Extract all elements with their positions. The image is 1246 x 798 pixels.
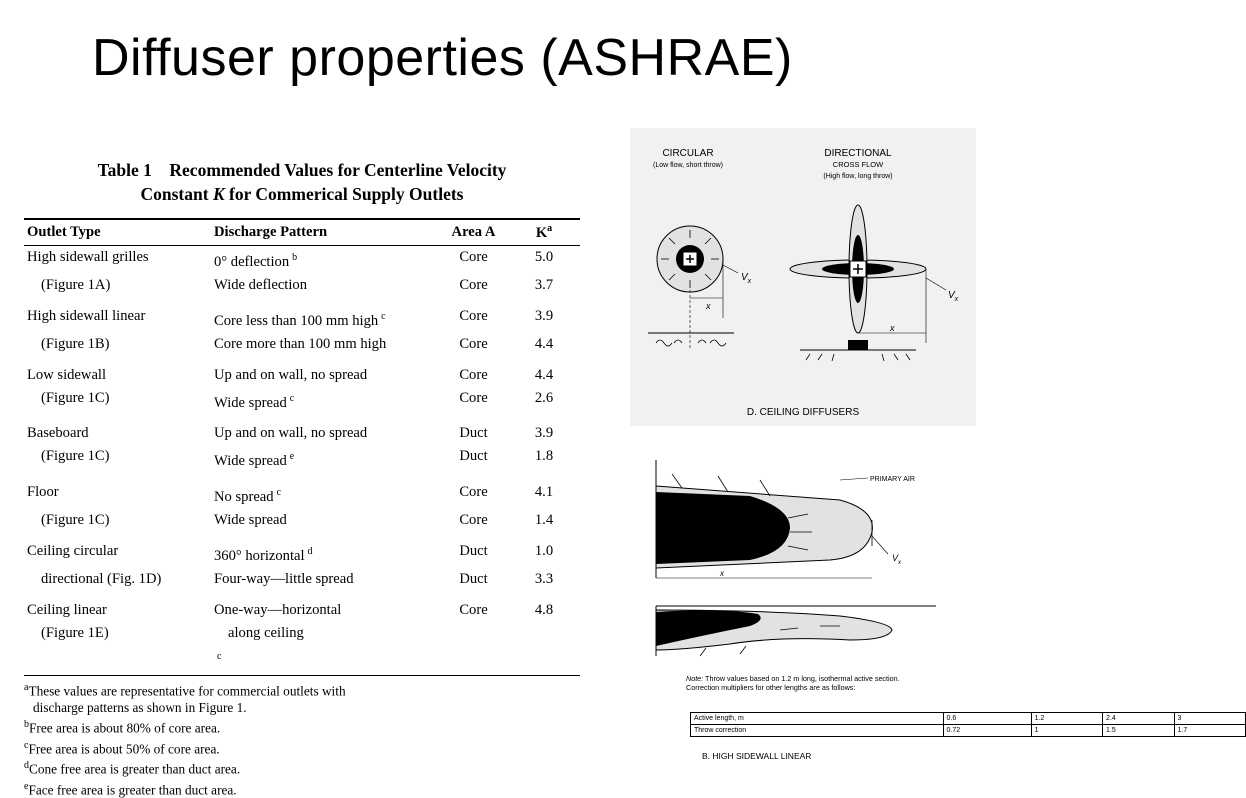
k-value-cell — [507, 333, 580, 356]
discharge-pattern-cell-text: 0° deflection — [214, 253, 290, 270]
circular-vx-label — [741, 272, 752, 285]
vx-sub: x — [747, 278, 752, 285]
correction-row — [691, 713, 1246, 725]
table-row — [24, 274, 580, 297]
footnote-marker: c — [24, 739, 29, 751]
outlet-type-cell-text: High sidewall linear — [27, 307, 146, 324]
discharge-pattern-cell-text: Wide spread — [214, 453, 287, 470]
linear-vx-label — [892, 553, 902, 566]
footnote-marker: c — [381, 310, 386, 322]
correction-row-label: Throw correction — [691, 725, 944, 737]
high-sidewall-linear-caption: B. HIGH SIDEWALL LINEAR — [702, 751, 812, 761]
discharge-pattern-cell-text: Up and on wall, no spread — [214, 425, 368, 442]
k-value-cell-text: 4.4 — [534, 335, 554, 352]
correction-value: 1.7 — [1174, 725, 1246, 737]
area-cell — [439, 387, 507, 415]
table-caption-line2 — [24, 182, 580, 206]
outlet-type-cell-text: (Figure 1A) — [41, 276, 111, 293]
table-footnote — [24, 699, 580, 716]
circular-diffuser-icon — [648, 226, 752, 348]
correction-row-label: Active length, m — [691, 713, 944, 725]
footnote-marker: e — [24, 780, 29, 792]
area-cell — [439, 414, 507, 445]
correction-value: 1.2 — [1031, 713, 1102, 725]
k-value-cell-text: 5.0 — [534, 248, 554, 265]
directional-sub1: CROSS FLOW — [832, 160, 884, 169]
area-cell-text: Core — [459, 389, 488, 406]
outlet-type-cell-text: Ceiling linear — [27, 602, 107, 619]
k-value-cell-text: 1.8 — [534, 448, 554, 465]
table-row — [24, 568, 580, 591]
footnote-marker: d — [24, 760, 29, 772]
outlet-type-cell — [24, 622, 211, 675]
vx-text: V — [892, 553, 899, 563]
outlet-type-cell-text: Ceiling circular — [27, 543, 119, 560]
correction-value: 1.5 — [1103, 725, 1174, 737]
k-value-cell — [507, 622, 580, 675]
k-value-cell — [507, 414, 580, 445]
table-row — [24, 622, 580, 675]
area-cell-text: Core — [459, 366, 488, 383]
discharge-pattern-cell — [211, 356, 439, 387]
table-row — [24, 473, 580, 509]
directional-vx-label — [948, 290, 959, 303]
note-label: Note: — [686, 674, 704, 683]
footnote-marker: a — [24, 681, 29, 693]
k-value-cell — [507, 387, 580, 415]
area-cell-text: Core — [459, 335, 488, 352]
footnote-marker: b — [24, 719, 29, 731]
discharge-pattern-cell — [211, 245, 439, 273]
table-row — [24, 509, 580, 532]
k-value-cell — [507, 473, 580, 509]
discharge-pattern-cell — [211, 473, 439, 509]
circular-subtitle: (Low flow, short throw) — [652, 162, 724, 169]
outlet-type-cell-text: (Figure 1C) — [41, 389, 110, 406]
discharge-pattern-cell-text: Wide spread — [214, 512, 287, 529]
header-outlet-type: Outlet Type — [24, 219, 211, 245]
area-cell — [439, 568, 507, 591]
area-cell — [439, 274, 507, 297]
table-notes — [24, 679, 580, 798]
directional-title: DIRECTIONAL — [824, 148, 892, 159]
discharge-pattern-cell — [211, 509, 439, 532]
discharge-pattern-cell — [211, 387, 439, 415]
header-area: Area A — [439, 219, 507, 245]
table-row — [24, 591, 580, 622]
circular-title: CIRCULAR — [662, 148, 714, 159]
header-k — [507, 219, 580, 245]
outlet-type-cell-text: (Figure 1C) — [41, 448, 110, 465]
footnote-marker: b — [292, 251, 298, 263]
directional-sub2: (High flow, long throw) — [823, 173, 893, 180]
caption-text: Constant — [140, 184, 213, 204]
table-body — [24, 245, 580, 675]
discharge-pattern-cell — [211, 568, 439, 591]
k-value-cell-text: 2.6 — [534, 389, 554, 406]
area-cell — [439, 297, 507, 333]
area-cell-text: Core — [459, 248, 488, 265]
caption-text: for Commerical Supply Outlets — [224, 184, 464, 204]
k-value-cell — [507, 245, 580, 273]
throw-note — [686, 674, 900, 692]
correction-value: 0.6 — [943, 713, 1031, 725]
outlet-type-cell — [24, 245, 211, 273]
outlet-type-cell — [24, 568, 211, 591]
discharge-pattern-cell — [211, 333, 439, 356]
area-cell — [439, 245, 507, 273]
area-cell — [439, 509, 507, 532]
area-cell-text: Core — [459, 602, 488, 619]
outlet-type-cell-text: (Figure 1C) — [41, 512, 110, 529]
discharge-pattern-cell — [211, 532, 439, 568]
outlet-type-cell — [24, 414, 211, 445]
area-cell — [439, 356, 507, 387]
discharge-pattern-cell-text: Wide spread — [214, 394, 287, 411]
k-value-cell — [507, 274, 580, 297]
discharge-pattern-cell-text: Core less than 100 mm high — [214, 312, 379, 329]
discharge-pattern-cell-text: Core more than 100 mm high — [214, 335, 387, 352]
outlet-type-cell-text: Baseboard — [27, 425, 89, 442]
discharge-pattern-cell-text: Four-way—little spread — [214, 571, 354, 588]
footnote-text: These values are representative for commercial outlets with — [28, 683, 346, 699]
outlet-type-cell — [24, 532, 211, 568]
k-value-cell — [507, 568, 580, 591]
footnote-marker: c — [289, 392, 295, 404]
table-row — [24, 356, 580, 387]
k-value-cell-text: 4.8 — [534, 602, 554, 619]
discharge-pattern-cell-text: Wide deflection — [214, 276, 308, 293]
outlet-type-cell — [24, 591, 211, 622]
discharge-pattern-cell-text: along ceiling — [228, 625, 304, 642]
throw-note-line1 — [686, 674, 900, 683]
table-row — [24, 414, 580, 445]
discharge-pattern-cell — [211, 414, 439, 445]
k-value-cell-text: 4.4 — [534, 366, 554, 383]
table-footnote — [24, 679, 580, 699]
correction-row — [691, 725, 1246, 737]
k-value-cell-text: 3.9 — [534, 425, 554, 442]
high-sidewall-linear-diagram — [640, 460, 960, 675]
throw-correction-table — [690, 712, 1246, 737]
discharge-pattern-cell-text: Up and on wall, no spread — [214, 366, 368, 383]
correction-value: 0.72 — [943, 725, 1031, 737]
discharge-pattern-cell — [211, 622, 439, 675]
ceiling-diffusers-diagram — [630, 128, 976, 426]
vx-sub: x — [954, 296, 959, 303]
velocity-constant-table — [24, 158, 580, 798]
area-cell-text: Core — [459, 484, 488, 501]
area-cell-text: Duct — [459, 448, 488, 465]
area-cell-text: Core — [459, 512, 488, 529]
table-footnote — [24, 737, 580, 757]
footnote-marker: c — [217, 651, 222, 663]
table-footnote — [24, 778, 580, 798]
discharge-pattern-cell — [211, 274, 439, 297]
footnote-text: Face free area is greater than duct area. — [28, 781, 237, 797]
discharge-pattern-cell-text: 360° horizontal — [214, 548, 305, 565]
k-value-cell — [507, 591, 580, 622]
ceiling-diffusers-caption: D. CEILING DIFFUSERS — [746, 407, 860, 418]
outlet-type-cell-text: Low sidewall — [27, 366, 107, 383]
table-caption — [24, 158, 580, 206]
footnote-text: Free area is about 80% of core area. — [29, 720, 221, 736]
table-caption-line1: Table 1 Recommended Values for Centerline Velocity — [97, 160, 507, 180]
correction-value: 2.4 — [1103, 713, 1174, 725]
area-cell — [439, 622, 507, 675]
ceiling-diffusers-figure — [630, 128, 976, 426]
header-k-sup: a — [547, 223, 553, 234]
footnote-text: Free area is about 50% of core area. — [28, 741, 220, 757]
table-footnote — [24, 716, 580, 736]
table-row — [24, 532, 580, 568]
header-discharge-pattern: Discharge Pattern — [211, 219, 439, 245]
k-value-cell-text: 3.3 — [534, 571, 554, 588]
vx-sub: x — [898, 560, 902, 566]
header-k-label: K — [535, 224, 548, 241]
correction-value: 3 — [1174, 713, 1246, 725]
note-text: Throw values based on 1.2 m long, isothermal active section. — [703, 674, 900, 683]
discharge-pattern-cell — [211, 591, 439, 622]
table-row — [24, 445, 580, 473]
k-value-cell — [507, 445, 580, 473]
area-cell-text: Duct — [459, 571, 488, 588]
outlet-type-cell-text: directional (Fig. 1D) — [41, 571, 162, 588]
outlet-type-cell — [24, 356, 211, 387]
table-row — [24, 245, 580, 273]
caption-k: K — [212, 184, 225, 204]
outlet-type-cell — [24, 509, 211, 532]
discharge-pattern-cell — [211, 297, 439, 333]
vx-text: V — [948, 290, 955, 301]
k-value-cell — [507, 509, 580, 532]
directional-x-label: x — [890, 323, 895, 333]
outlet-type-cell — [24, 297, 211, 333]
vx-text: V — [741, 272, 748, 283]
footnote-text: discharge patterns as shown in Figure 1. — [33, 700, 247, 716]
table-row — [24, 387, 580, 415]
outlet-type-cell — [24, 333, 211, 356]
k-value-cell — [507, 532, 580, 568]
outlet-type-cell — [24, 473, 211, 509]
area-cell-text: Core — [459, 276, 488, 293]
area-cell-text: Core — [459, 307, 488, 324]
outlet-type-cell — [24, 387, 211, 415]
table-footnote — [24, 757, 580, 777]
k-value-cell-text: 1.4 — [534, 512, 554, 529]
area-cell — [439, 532, 507, 568]
area-cell — [439, 445, 507, 473]
outlet-type-cell-text: High sidewall grilles — [27, 248, 149, 265]
k-values-table — [24, 218, 580, 676]
table-row — [24, 333, 580, 356]
k-value-cell-text: 3.9 — [534, 307, 554, 324]
area-cell — [439, 333, 507, 356]
footnote-text: Cone free area is greater than duct area. — [29, 761, 241, 777]
k-value-cell — [507, 297, 580, 333]
outlet-type-cell-text: (Figure 1E) — [41, 625, 109, 642]
discharge-pattern-cell — [211, 445, 439, 473]
linear-x-label: x — [720, 569, 724, 578]
k-value-cell-text: 4.1 — [534, 484, 554, 501]
directional-diffuser-icon — [790, 205, 959, 361]
outlet-type-cell — [24, 274, 211, 297]
table-header-row — [24, 219, 580, 245]
footnote-marker: e — [289, 451, 295, 463]
correction-value: 1 — [1031, 725, 1102, 737]
outlet-type-cell-text: Floor — [27, 484, 59, 501]
throw-note-line2: Correction multipliers for other lengths are as follows: — [686, 683, 856, 692]
circular-x-label: x — [706, 301, 711, 311]
discharge-pattern-cell-text: No spread — [214, 489, 274, 506]
area-cell — [439, 591, 507, 622]
area-cell-text: Duct — [459, 425, 488, 442]
discharge-pattern-cell-text: One-way—horizontal — [214, 602, 342, 619]
primary-air-label: PRIMARY AIR — [870, 476, 915, 483]
footnote-marker: c — [276, 487, 282, 499]
area-cell — [439, 473, 507, 509]
table-row — [24, 297, 580, 333]
high-sidewall-linear-figure — [640, 460, 1188, 765]
outlet-type-cell-text: (Figure 1B) — [41, 335, 110, 352]
outlet-type-cell — [24, 445, 211, 473]
footnote-marker: d — [307, 546, 313, 558]
k-value-cell-text: 3.7 — [534, 276, 554, 293]
slide-title: Diffuser properties (ASHRAE) — [92, 29, 793, 87]
area-cell-text: Duct — [459, 543, 488, 560]
k-value-cell-text: 1.0 — [534, 543, 554, 560]
k-value-cell — [507, 356, 580, 387]
